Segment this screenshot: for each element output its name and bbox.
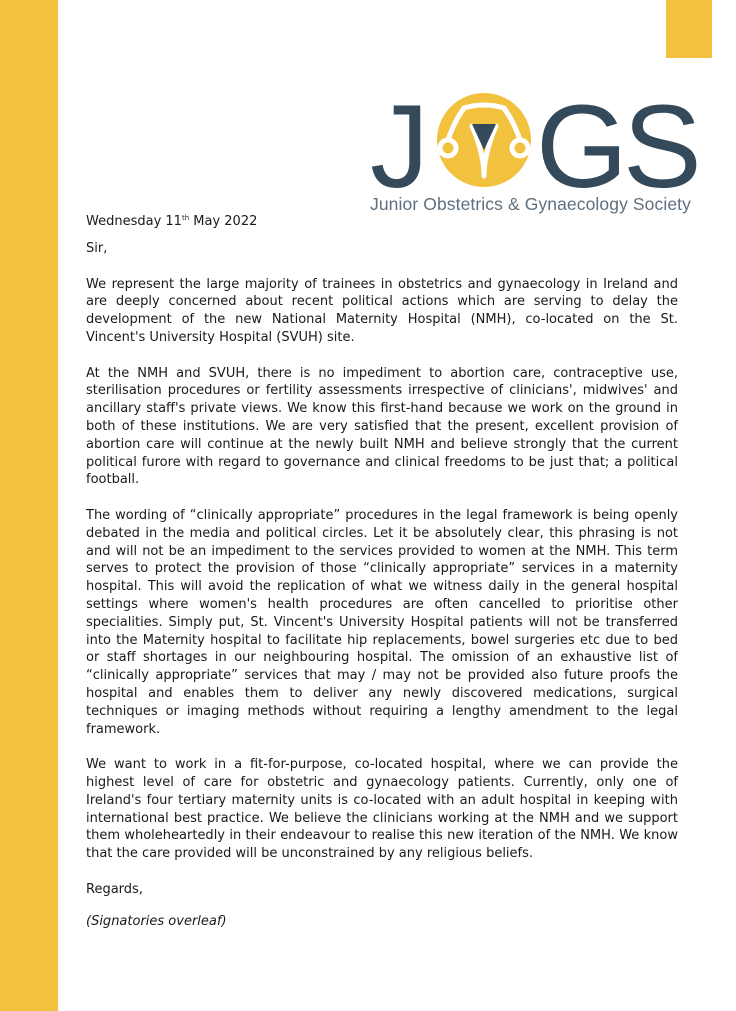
salutation: Sir,: [86, 240, 108, 256]
date-weekday: Wednesday 11: [86, 214, 182, 229]
paragraph-3: The wording of “clinically appropriate” procedures in the legal framework is being openly debated in the media and political circles. Let it be absolutely clear, this phrasing is not and will not be an impediment to the services provided to women at the NMH. This term serves to protect the provision of those “clinically appropriate” services in a maternity hospital. This will avoid the replication of what we witness daily in the general hospital settings where women's health procedures are often cancelled to prioritise other specialities. Simply put, St. Vincent's University Hospital patients will not be transferred into the Maternity hospital to facilitate hip replacements, bowel surgeries etc due to bed or staff shortages in our neighbouring hospital. The omission of an exhaustive list of “clinically appropriate” services that may / may not be provided also future proofs the hospital and enables them to deliver any newly discovered medications, surgical techniques or imaging methods without requiring a lengthy amendment to the legal framework.: [86, 507, 678, 737]
date-ordinal-suffix: th: [181, 214, 190, 222]
paragraph-1: We represent the large majority of trainees in obstetrics and gynaecology in Ireland and are deeply concerned about recent political actions which are serving to delay the development of the new National Maternity Hospital (NMH), co-located on the St. Vincent's University Hospital (SVUH) site.: [86, 276, 678, 345]
society-full-name: Junior Obstetrics & Gynaecology Society: [370, 194, 691, 214]
logo-letter-g: G: [536, 92, 628, 197]
jogs-logo: [368, 92, 713, 222]
letter-body: [86, 210, 678, 931]
paragraph-2: At the NMH and SVUH, there is no impediment to abortion care, contraceptive use, sterilisation procedures or fertility assessments irrespective of clinicians', midwives' and ancillary staff's private views. We know this first-hand because we work on the ground in both of these institutions. We are very satisfied that the present, excellent provision of abortion care will continue at the newly built NMH and believe strongly that the current political furore with regard to governance and clinical freedoms to be just that; a political football.: [86, 365, 678, 488]
corner-accent-block: [666, 0, 712, 58]
logo-letter-j: J: [370, 92, 429, 197]
jogs-logo-mark: [368, 92, 713, 197]
closing: Regards,: [86, 881, 143, 897]
paragraph-4: We want to work in a fit-for-purpose, co-located hospital, where we can provide the highest level of care for obstetric and gynaecology patients. Currently, only one of Ireland's four tertiary maternity units is co-located with an adult hospital in keeping with international best practice. We believe the clinicians working at the NMH and we support them wholeheartedly in their endeavour to realise this new iteration of the NMH. We know that the care provided will be unconstrained by any religious beliefs.: [86, 757, 678, 862]
date-month-year: May 2022: [189, 214, 258, 229]
signatories-note: (Signatories overleaf): [86, 914, 227, 930]
logo-letter-s: S: [623, 92, 702, 197]
letter-date: [86, 210, 678, 231]
left-accent-stripe: [0, 0, 58, 1011]
